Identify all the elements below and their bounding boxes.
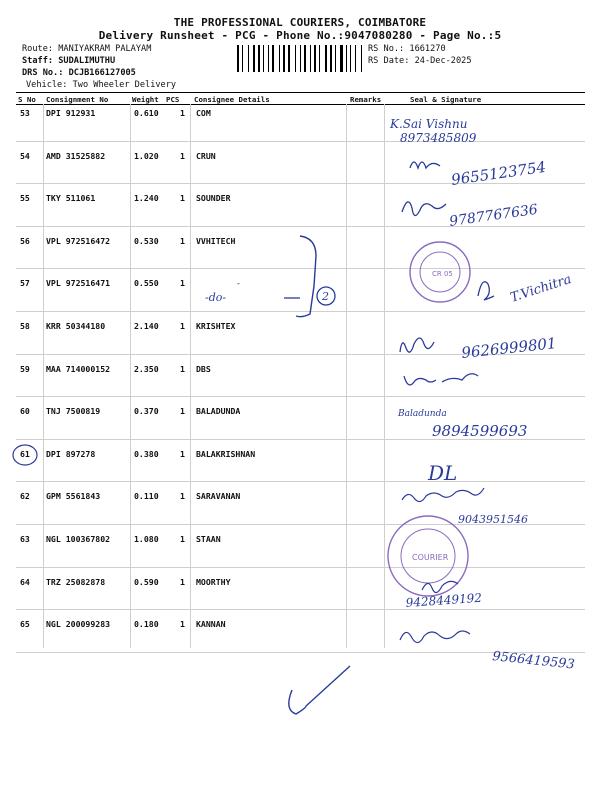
column-divider [130,104,131,648]
cell-consignment: DPI 912931 [46,108,96,118]
row-divider [16,439,585,440]
cell-consignment: DPI 897278 [46,449,96,459]
barcode-bar [312,45,313,72]
cell-weight: 2.140 [134,321,159,331]
barcode-bar [355,45,356,72]
barcode-bar [333,45,334,72]
cell-weight: 0.370 [134,406,159,416]
sig-r65-scribble [400,631,470,643]
rs-no-value: 1661270 [409,44,446,54]
barcode-bar [352,45,354,72]
barcode-bar [279,45,280,72]
check-mark [289,666,350,714]
cell-consignment: NGL 200099283 [46,619,111,629]
cell-pcs: 1 [180,406,185,416]
barcode-bar [337,45,339,72]
cell-consignment: TNJ 7500819 [46,406,101,416]
cell-consignee: DBS [196,364,211,374]
seal-stamp-1 [410,242,470,302]
cell-consignment: TKY 511061 [46,193,96,203]
table-top-rule [16,92,585,93]
vehicle-label: Vehicle: [26,80,68,90]
sig-r54-phone: 9655123754 [450,157,548,189]
cell-pcs: 1 [180,491,185,501]
column-divider [190,104,191,648]
barcode-bar [310,45,311,72]
ditto-count: 2 [322,290,329,303]
cell-weight: 0.550 [134,278,159,288]
column-divider [346,104,347,648]
barcode-bar [361,45,362,72]
barcode-bar [346,45,347,72]
col-header-seal-signature: Seal & Signature [410,95,482,104]
sig-r55-scribble [402,202,446,216]
barcode-bar [244,45,247,72]
col-header-remarks: Remarks [350,95,382,104]
rs-no-label: RS No.: [368,44,405,54]
stamp-2-text: COURIER [412,553,449,562]
cell-pcs: 1 [180,193,185,203]
cell-weight: 1.240 [134,193,159,203]
rs-no-line [368,44,446,54]
barcode-bar [258,45,261,72]
barcode-bar [261,45,262,72]
barcode-bar [283,45,285,72]
barcode-bar [348,45,350,72]
row-divider [16,524,585,525]
barcode-bar [281,45,282,72]
rs-date-value: 24-Dec-2025 [414,56,472,66]
barcode-bar [357,45,360,72]
sig-r58-phone: 9626999801 [460,334,558,362]
cell-sno: 56 [20,236,30,246]
col-header-weight: Weight [132,95,159,104]
barcode-bar [344,45,345,72]
barcode-bar [335,45,336,72]
row-divider [16,396,585,397]
staff-line [22,56,115,66]
cell-consignee: STAAN [196,534,221,544]
count-circle [317,287,335,305]
row-divider [16,141,585,142]
barcode-bar [275,45,278,72]
barcode-bar [319,45,320,72]
barcode-bar [297,45,299,72]
row-divider [16,567,585,568]
sheet-title: Delivery Runsheet - PCG - Phone No.:9047080280 - Page No.:5 [98,29,502,42]
cell-consignment: GPM 5561843 [46,491,101,501]
barcode-bar [307,45,309,72]
column-divider [384,104,385,648]
row-divider [16,609,585,610]
cell-sno: 61 [20,449,30,459]
barcode-bar [330,45,332,72]
cell-sno: 64 [20,577,30,587]
cell-consignee: SOUNDER [196,193,231,203]
route-label: Route: [22,44,54,54]
cell-consignee: COM [196,108,211,118]
staff-label: Staff: [22,56,54,66]
barcode-bar [240,45,241,72]
cell-sno: 57 [20,278,30,288]
cell-pcs: 1 [180,619,185,629]
barcode-bar [295,45,296,72]
cell-consignment: AMD 31525882 [46,151,106,161]
barcode [237,45,365,72]
cell-sno: 58 [20,321,30,331]
cell-pcs: 1 [180,321,185,331]
row-divider [16,268,585,269]
barcode-bar [317,45,318,72]
drs-line [22,68,136,78]
barcode-bar [350,45,351,72]
barcode-bar [288,45,290,72]
cell-consignee: VVHITECH [196,236,236,246]
cell-consignee: BALAKRISHNAN [196,449,256,459]
cell-pcs: 1 [180,278,185,288]
row-divider [16,481,585,482]
col-header-consignment: Consignment No [46,95,109,104]
cell-pcs: 1 [180,534,185,544]
row-divider [16,311,585,312]
column-divider [43,104,44,648]
barcode-bar [272,45,274,72]
barcode-bar [304,45,307,72]
row-divider [16,354,585,355]
cell-sno: 65 [20,619,30,629]
barcode-bar [340,45,343,72]
table-header-rule [16,104,585,105]
stamp-1-text: CR 05 [432,270,453,278]
cell-consignee: KANNAN [196,619,226,629]
cell-weight: 1.020 [134,151,159,161]
cell-consignee: SARAVANAN [196,491,241,501]
barcode-bar [286,45,287,72]
sig-r64-phone: 9428449192 [405,590,483,610]
cell-consignment: TRZ 25082878 [46,577,106,587]
cell-consignee: BALADUNDA [196,406,241,416]
cell-pcs: 1 [180,449,185,459]
sig-r65-phone: 9566419593 [491,649,576,673]
sig-r62-scribble [402,488,484,502]
cell-sno: 53 [20,108,30,118]
cell-sno: 55 [20,193,30,203]
rs-date-line [368,56,472,66]
cell-consignment: KRR 50344180 [46,321,106,331]
barcode-bar [321,45,324,72]
cell-weight: 0.590 [134,577,159,587]
cell-weight: 2.350 [134,364,159,374]
cell-pcs: 1 [180,108,185,118]
cell-weight: 0.530 [134,236,159,246]
route-value: MANIYAKRAM PALAYAM [58,44,152,54]
barcode-bar [302,45,303,72]
sig-r56-name: T.Vichitra [508,272,574,306]
sig-r61-mark: DL [428,461,458,485]
rs-date-label: RS Date: [368,56,410,66]
cell-pcs: 1 [180,364,185,374]
barcode-bar [253,45,255,72]
cell-consignment: VPL 972516471 [46,278,111,288]
cell-sno: 60 [20,406,30,416]
sig-r60-phone: 9894599693 [432,422,528,440]
sig-r60-name: Baladunda [398,409,447,419]
cell-consignee: MOORTHY [196,577,231,587]
cell-consignment: VPL 972516472 [46,236,111,246]
sig-r64-scribble [422,581,458,592]
barcode-bar [256,45,257,72]
cell-weight: 0.180 [134,619,159,629]
sig-r59-scribble [404,374,478,385]
staff-value: SUDALIMUTHU [58,56,116,66]
col-header-sno: S No [18,95,36,104]
col-header-consignee: Consignee Details [194,95,270,104]
drs-label: DRS No.: [22,68,64,78]
cell-consignee: KRISHTEX [196,321,236,331]
sig-r53-name: K.Sai Vishnu [390,117,468,131]
cell-consignment: MAA 714000152 [46,364,111,374]
row-divider [16,183,585,184]
barcode-bar [328,45,329,72]
sig-r62-phone: 9043951546 [458,513,528,526]
cell-weight: 0.110 [134,491,159,501]
cell-sno: 62 [20,491,30,501]
cell-pcs: 1 [180,236,185,246]
barcode-bar [242,45,243,72]
sig-r55-phone: 9787767636 [448,201,539,230]
barcode-bar [300,45,301,72]
sig-r53-phone: 8973485809 [400,131,477,145]
company-title: THE PROFESSIONAL COURIERS, COIMBATORE [173,16,427,29]
row-divider [16,226,585,227]
cell-sno: 59 [20,364,30,374]
barcode-bar [265,45,267,72]
ditto-bracket [296,236,316,317]
row57-dash: - [236,279,241,288]
barcode-bar [270,45,271,72]
barcode-bar [314,45,316,72]
cell-weight: 0.380 [134,449,159,459]
sig-r56-scribble [478,282,494,300]
seal-stamp-2 [388,516,468,596]
barcode-bar [263,45,264,72]
cell-consignment: NGL 100367802 [46,534,111,544]
cell-weight: 0.610 [134,108,159,118]
barcode-bar [237,45,239,72]
col-header-pcs: PCS [166,95,180,104]
vehicle-line [26,80,176,90]
sig-r54-scribble [410,162,440,168]
barcode-bar [363,45,364,72]
barcode-bar [325,45,327,72]
row-divider [16,652,585,653]
cell-sno: 54 [20,151,30,161]
cell-sno: 63 [20,534,30,544]
cell-pcs: 1 [180,151,185,161]
drs-value: DCJB166127005 [68,68,136,78]
cell-pcs: 1 [180,577,185,587]
barcode-bar [250,45,252,72]
barcode-bar [268,45,269,72]
sig-r58-scribble [400,338,434,352]
barcode-bar [291,45,294,72]
ditto-mark: -do- [205,291,227,304]
cell-consignee: CRUN [196,151,216,161]
barcode-bar [248,45,249,72]
cell-weight: 1.080 [134,534,159,544]
vehicle-value: Two Wheeler Delivery [72,80,177,90]
route-line [22,44,151,54]
